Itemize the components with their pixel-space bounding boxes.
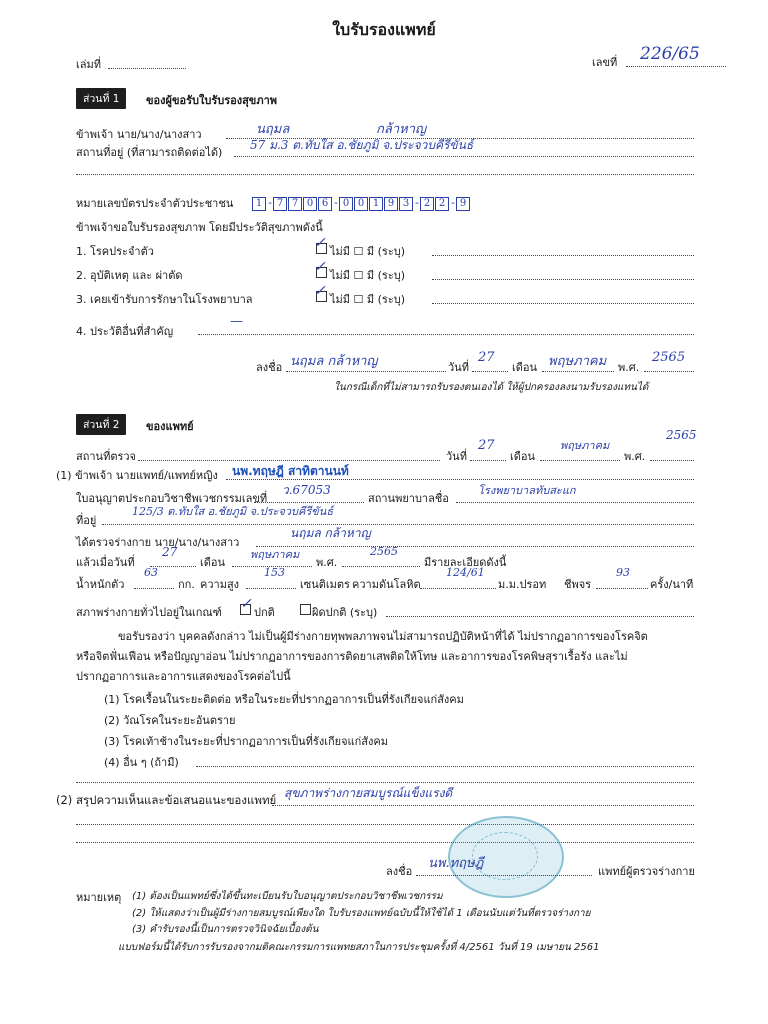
other-history-line	[198, 334, 694, 335]
check-mark-icon: ✓	[314, 283, 326, 299]
p2-year: 2565	[666, 428, 697, 442]
disease-item: (1) โรคเรื้อนในระยะติดต่อ หรือในระยะที่ปรากฏอาการเป็นที่รังเกียจแก่สังคม	[104, 693, 464, 706]
id-dash: -	[268, 196, 272, 209]
name-label: ข้าพเจ้า นาย/นาง/นางสาว	[76, 128, 202, 141]
id-label: หมายเลขบัตรประจำตัวประชาชน	[76, 197, 234, 210]
history-line	[432, 279, 694, 280]
applicant-first-name: นฤมล	[256, 122, 290, 137]
pulse-label: ชีพจร	[564, 578, 592, 591]
guardian-note: ในกรณีเด็กที่ไม่สามารถรับรองตนเองได้ ให้ผู้ปกครองลงนามรับรองแทนได้	[334, 382, 649, 393]
height-line	[246, 588, 296, 589]
request-text: ข้าพเจ้าขอใบรับรองสุขภาพ โดยมีประวัติสุขภาพดังนี้	[76, 221, 323, 234]
abnormal-checkbox[interactable]	[300, 604, 311, 615]
p1-day: 27	[478, 350, 495, 365]
address-line	[234, 156, 694, 157]
p2-month-label: เดือน	[510, 450, 536, 463]
applicant-last-name: กล้าหาญ	[376, 122, 427, 137]
id-digit-box: 0	[354, 197, 368, 211]
id-dash: -	[415, 196, 419, 209]
exam-place-line	[138, 460, 440, 461]
id-digit-box: 7	[273, 197, 287, 211]
doctor-address-line	[102, 524, 694, 525]
history-label: 2. อุบัติเหตุ และ ผ่าตัด	[76, 269, 183, 282]
p2-month-line	[540, 460, 620, 461]
id-number-boxes	[252, 191, 471, 211]
book-value-line	[108, 68, 186, 69]
license-value: ว.67053	[282, 483, 331, 497]
p2-month: พฤษภาคม	[560, 439, 610, 452]
p1-sign-label: ลงชื่อ	[256, 361, 283, 374]
id-digit-box: 9	[456, 197, 470, 211]
examined-label: ได้ตรวจร่างกาย นาย/นาง/นางสาว	[76, 536, 240, 549]
p1-day-line	[472, 371, 508, 372]
pulse-unit: ครั้ง/นาที	[650, 578, 694, 591]
p1-year-label: พ.ศ.	[618, 361, 640, 374]
id-digit-box: 0	[303, 197, 317, 211]
part1-heading: ของผู้ขอรับใบรับรองสุขภาพ	[146, 94, 278, 107]
history-line	[432, 303, 694, 304]
weight-value: 63	[144, 566, 158, 579]
p2-day-line	[470, 460, 506, 461]
doctor-name-stamp: นพ.ทฤษฎี สาทิตานนท์	[232, 464, 349, 478]
when-year-label: พ.ศ.	[316, 556, 338, 569]
p1-month-label: เดือน	[512, 361, 538, 374]
pulse-value: 93	[616, 566, 630, 579]
approval-note: แบบฟอร์มนี้ได้รับการรับรองจากมติคณะกรรมการแพทยสภาในการประชุมครั้งที่ 4/2561 วันที่ 19 เมษายน 2561	[118, 942, 600, 953]
history-line	[432, 255, 694, 256]
remark-note-3: (3) คำรับรองนี้เป็นการตรวจวินิจฉัยเบื้องต้น	[132, 924, 319, 935]
examined-line	[256, 546, 694, 547]
id-digit-box: 2	[435, 197, 449, 211]
other-history-label: 4. ประวัติอื่นที่สำคัญ	[76, 325, 174, 338]
doctor-sign-suffix: แพทย์ผู้ตรวจร่างกาย	[598, 865, 695, 878]
id-digit-box: 7	[288, 197, 302, 211]
book-label: เล่มที่	[76, 58, 102, 71]
history-label: 1. โรคประจำตัว	[76, 245, 154, 258]
p1-month-line	[542, 371, 614, 372]
height-label: ความสูง	[200, 578, 240, 591]
hospital-label: สถานพยาบาลชื่อ	[368, 492, 449, 505]
number-label: เลขที่	[592, 56, 618, 69]
when-month: พฤษภาคม	[250, 548, 300, 561]
disease-other-line	[196, 766, 694, 767]
history-options: ไม่มี ☐ มี (ระบุ)	[330, 293, 406, 306]
general-condition-label: สภาพร่างกายทั่วไปอยู่ในเกณฑ์	[76, 606, 222, 619]
p2-day: 27	[478, 438, 495, 453]
p1-year: 2565	[652, 350, 686, 365]
p1-sign-line	[286, 371, 446, 372]
weight-unit: กก.	[178, 578, 195, 591]
doctor-address-value: 125/3 ต.ทับใส อ.ชัยภูมิ จ.ประจวบคีรีขันธ์	[132, 505, 334, 518]
id-digit-box: 1	[252, 197, 266, 211]
p1-month: พฤษภาคม	[548, 354, 607, 369]
normal-check-mark-icon: ✓	[240, 596, 252, 612]
part2-badge: ส่วนที่ 2	[76, 414, 126, 435]
p1-year-line	[644, 371, 694, 372]
id-digit-box: 0	[339, 197, 353, 211]
p2-date-label: วันที่	[446, 450, 467, 463]
summary-line-2	[76, 824, 694, 825]
history-options: ไม่มี ☐ มี (ระบุ)	[330, 245, 406, 258]
history-options: ไม่มี ☐ มี (ระบุ)	[330, 269, 406, 282]
doctor-sign-line	[416, 875, 592, 876]
id-digit-box: 2	[420, 197, 434, 211]
p2-year-label: พ.ศ.	[624, 450, 646, 463]
abnormal-label: ผิดปกติ (ระบุ)	[312, 606, 378, 619]
id-dash: -	[334, 196, 338, 209]
check-mark-icon: ✓	[314, 235, 326, 251]
document-title: ใบรับรองแพทย์	[332, 20, 436, 39]
when-year: 2565	[370, 545, 398, 558]
id-digit-box: 6	[318, 197, 332, 211]
remark-note-1: (1) ต้องเป็นแพทย์ซึ่งได้ขึ้นทะเบียนรับใบอนุญาตประกอบวิชาชีพเวชกรรม	[132, 891, 443, 902]
weight-line	[134, 588, 174, 589]
check-mark-icon: ✓	[314, 259, 326, 275]
when-label: แล้วเมื่อวันที่	[76, 556, 135, 569]
other-history-value: —	[230, 314, 243, 329]
part1-badge: ส่วนที่ 1	[76, 88, 126, 109]
id-digit-box: 1	[369, 197, 383, 211]
remark-label: หมายเหตุ	[76, 891, 122, 904]
id-digit-box: 3	[399, 197, 413, 211]
number-line	[626, 66, 726, 67]
exam-place-label: สถานที่ตรวจ	[76, 450, 136, 463]
normal-label: ปกติ	[254, 606, 275, 619]
examined-name: นฤมล กล้าหาญ	[290, 526, 371, 540]
summary-line	[272, 805, 694, 806]
when-year-line	[342, 566, 420, 567]
id-dash: -	[451, 196, 455, 209]
part2-heading: ของแพทย์	[146, 420, 194, 433]
remark-note-2: (2) ให้แสดงว่าเป็นผู้มีร่างกายสมบูรณ์เพียงใด ใบรับรองแพทย์ฉบับนี้ให้ใช้ได้ 1 เดือนนับแต่วันที่ตรวจร่างกาย	[132, 908, 591, 919]
extra-line	[76, 782, 694, 783]
certify-line-2: หรือจิตฟั่นเฟือน หรือปัญญาอ่อน ไม่ปรากฏอาการของการติดยาเสพติดให้โทษ และอาการของโรคพิษสุราเรื้อรัง และไม่	[76, 650, 628, 663]
summary-line-3	[76, 842, 694, 843]
doctor-sign-label: ลงชื่อ	[386, 865, 413, 878]
bp-value: 124/61	[446, 566, 485, 579]
summary-value: สุขภาพร่างกายสมบูรณ์แข็งแรงดี	[284, 786, 453, 800]
p2-year-line	[650, 460, 694, 461]
history-label: 3. เคยเข้ารับการรักษาในโรงพยาบาล	[76, 293, 253, 306]
doctor-address-label: ที่อยู่	[76, 514, 97, 527]
certify-line-1: ขอรับรองว่า บุคคลดังกล่าว ไม่เป็นผู้มีร่างกายทุพพลภาพจนไม่สามารถปฏิบัติหน้าที่ได้ ไม่ปรากฏอาการของโรคจิต	[118, 630, 648, 643]
disease-item: (4) อื่น ๆ (ถ้ามี)	[104, 756, 179, 769]
doctor-label: (1) ข้าพเจ้า นายแพทย์/แพทย์หญิง	[56, 469, 218, 482]
when-day: 27	[162, 545, 178, 559]
bp-label: ความดันโลหิต	[352, 578, 421, 591]
id-digit-box: 9	[384, 197, 398, 211]
detail-text: มีรายละเอียดดังนี้	[424, 556, 507, 569]
height-value: 153	[264, 566, 285, 579]
number-value: 226/65	[640, 44, 700, 64]
abnormal-line	[386, 616, 694, 617]
certify-line-3: ปรากฏอาการและอาการแสดงของโรคต่อไปนี้	[76, 670, 291, 683]
doctor-signature: นพ.ทฤษฎี	[428, 856, 484, 871]
p1-date-label: วันที่	[448, 361, 469, 374]
license-label: ใบอนุญาตประกอบวิชาชีพเวชกรรมเลขที่	[76, 492, 268, 505]
when-month-label: เดือน	[200, 556, 226, 569]
summary-label: (2) สรุปความเห็นและข้อเสนอแนะของแพทย์	[56, 793, 277, 807]
address-line-2	[76, 174, 694, 175]
disease-item: (2) วัณโรคในระยะอันตราย	[104, 714, 236, 727]
weight-label: น้ำหนักตัว	[76, 578, 125, 591]
bp-line	[420, 588, 496, 589]
bp-unit: ม.ม.ปรอท	[498, 578, 547, 591]
hospital-line	[456, 502, 694, 503]
address-label: สถานที่อยู่ (ที่สามารถติดต่อได้)	[76, 146, 223, 159]
height-unit: เซนติเมตร	[300, 578, 350, 591]
p1-signature: นฤมล กล้าหาญ	[290, 354, 378, 369]
hospital-value: โรงพยาบาลทับสะแก	[478, 484, 576, 497]
pulse-line	[596, 588, 648, 589]
disease-item: (3) โรคเท้าช้างในระยะที่ปรากฏอาการเป็นที่รังเกียจแก่สังคม	[104, 735, 388, 748]
applicant-address: 57 ม.3 ต.ทับใส อ.ชัยภูมิ จ.ประจวบคีรีขันธ์	[250, 138, 474, 152]
